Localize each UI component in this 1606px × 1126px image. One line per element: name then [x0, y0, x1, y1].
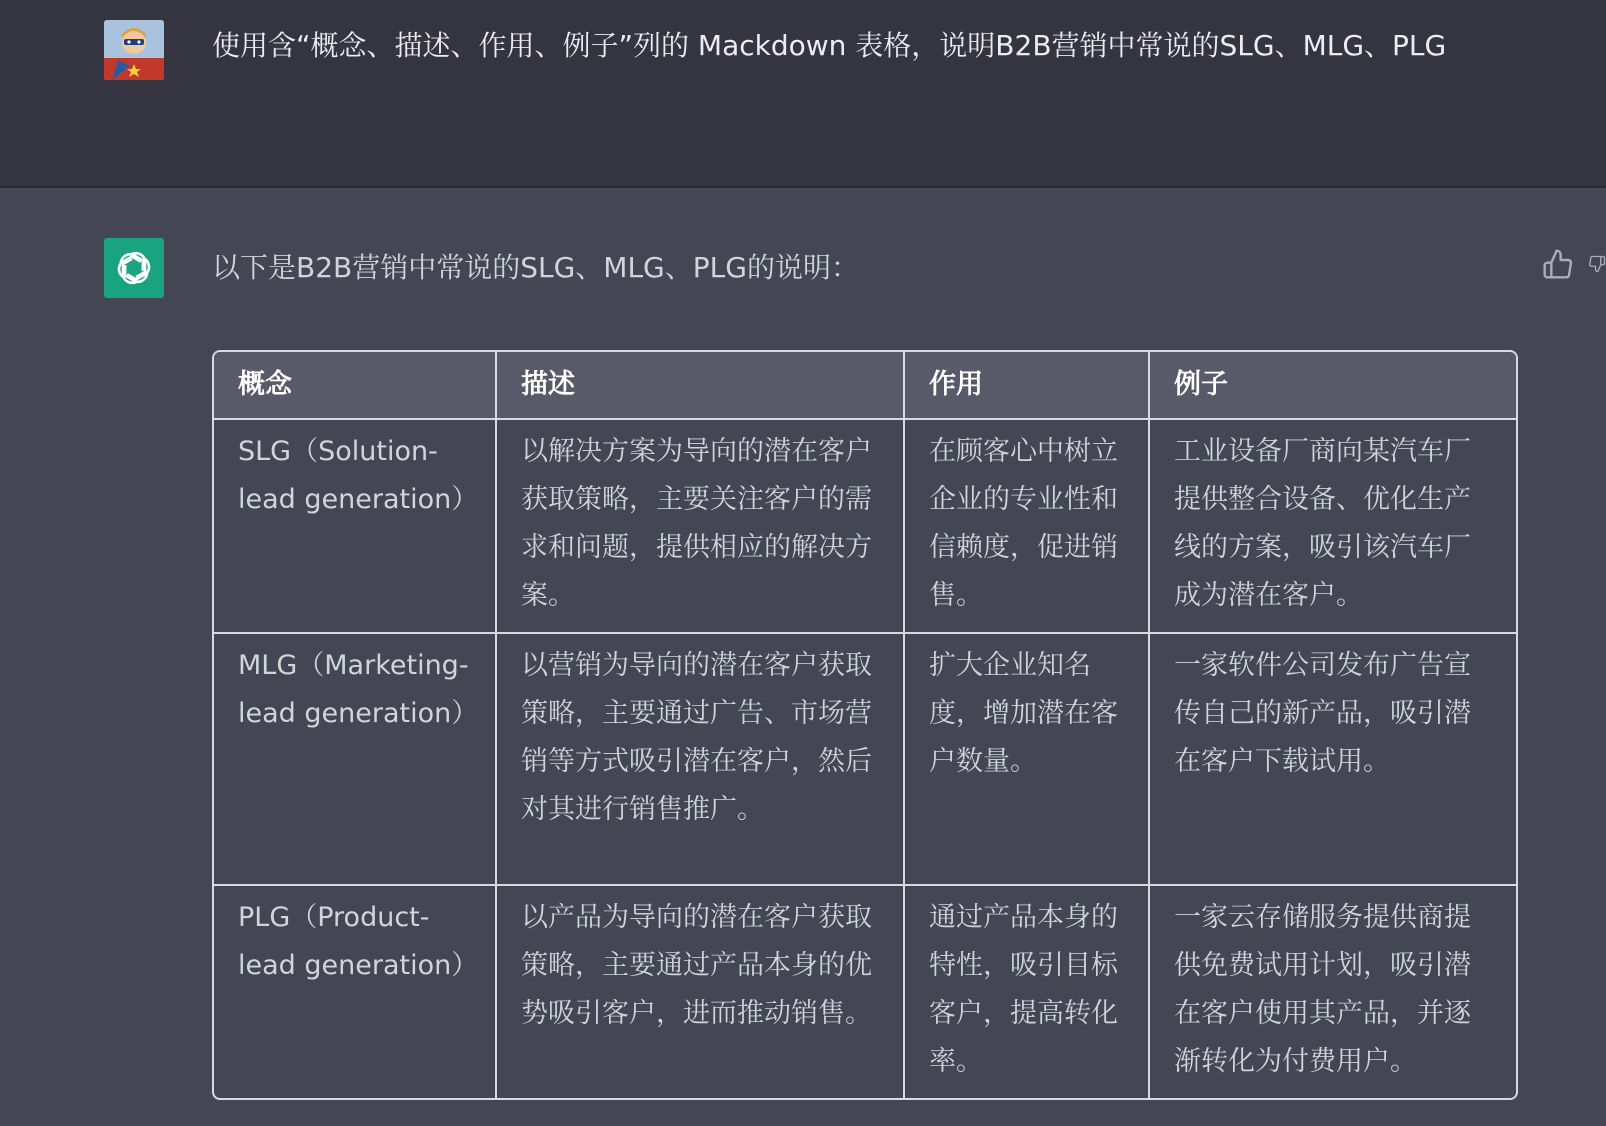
header-role: 作用 [904, 352, 1149, 419]
header-example: 例子 [1149, 352, 1518, 419]
cell-example: 工业设备厂商向某汽车厂提供整合设备、优化生产线的方案，吸引该汽车厂成为潜在客户。 [1149, 419, 1518, 633]
table-row [214, 633, 1518, 885]
cell-concept: SLG（Solution-lead generation） [214, 419, 496, 633]
assistant-avatar [104, 238, 164, 298]
thumbs-up-button[interactable] [1538, 244, 1578, 284]
cell-concept: MLG（Marketing-lead generation） [214, 633, 496, 885]
thumbs-down-icon [1588, 248, 1606, 280]
thumbs-down-button[interactable] [1588, 244, 1606, 284]
header-concept: 概念 [214, 352, 496, 419]
cell-example: 一家云存储服务提供商提供免费试用计划，吸引潜在客户使用其产品，并逐渐转化为付费用户。 [1174, 902, 1471, 1077]
cell-role: 在顾客心中树立企业的专业性和信赖度，促进销售。 [904, 419, 1149, 633]
header-description: 描述 [496, 352, 904, 419]
assistant-intro-text: 以下是B2B营销中常说的SLG、MLG、PLG的说明： [212, 251, 859, 284]
openai-logo-icon [113, 247, 155, 289]
cell-example: 一家软件公司发布广告宣传自己的新产品，吸引潜在客户下载试用。 [1149, 633, 1518, 885]
table-header-row [214, 352, 1518, 419]
user-message [0, 0, 1606, 188]
cell-description: 以营销为导向的潜在客户获取策略，主要通过广告、市场营销等方式吸引潜在客户，然后对其进行销售推广。 [496, 633, 904, 885]
table-row [214, 419, 1518, 633]
assistant-message [0, 188, 1606, 1126]
user-message-text: 使用含“概念、描述、作用、例子”列的 Mackdown 表格，说明B2B营销中常说的SLG、MLG、PLG [212, 29, 1447, 62]
cell-concept: PLG（Product-lead generation） [214, 885, 496, 1098]
table-row [214, 885, 1518, 1098]
cell-role: 扩大企业知名度，增加潜在客户数量。 [904, 633, 1149, 885]
comparison-table [212, 350, 1518, 1100]
cell-description: 以产品为导向的潜在客户获取策略，主要通过产品本身的优势吸引客户，进而推动销售。 [496, 885, 904, 1098]
cell-description: 以解决方案为导向的潜在客户获取策略，主要关注客户的需求和问题，提供相应的解决方案。 [496, 419, 904, 633]
thumbs-up-icon [1542, 248, 1574, 280]
user-avatar [104, 20, 164, 80]
cell-role: 通过产品本身的特性，吸引目标客户，提高转化率。 [904, 885, 1149, 1098]
